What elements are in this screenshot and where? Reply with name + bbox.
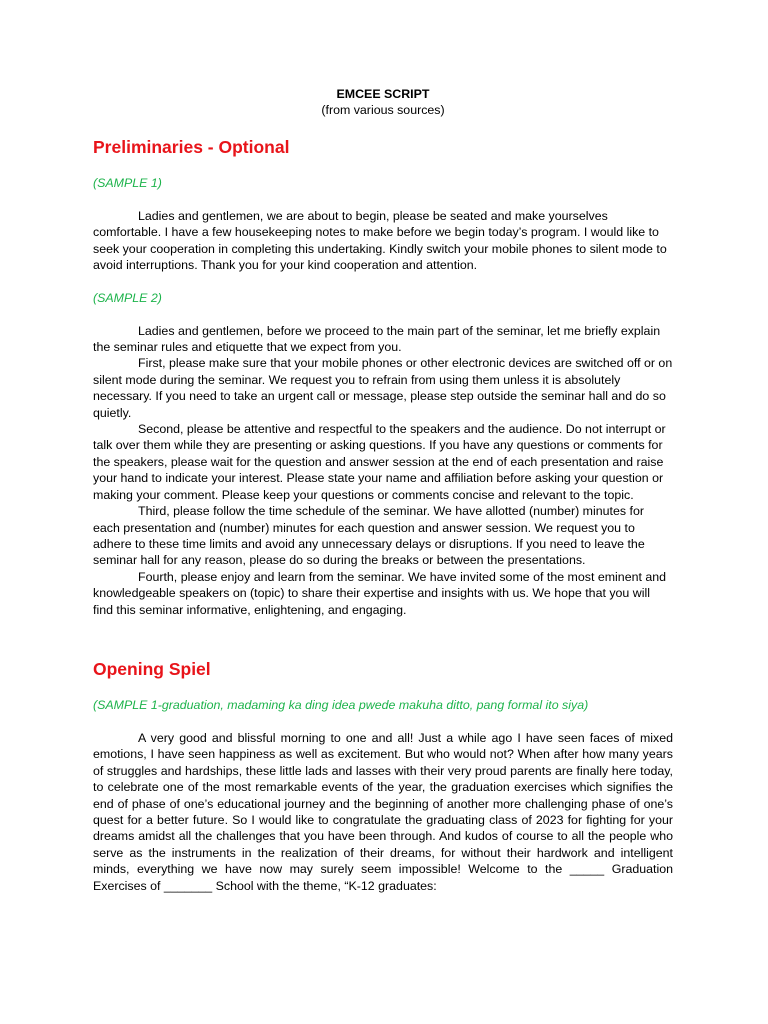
sample-label: (SAMPLE 2) (93, 290, 162, 305)
paragraph: First, please make sure that your mobile phones or other electronic devices are switched off or on silent mode during the seminar. We request you to refrain from using them unless it is absolutely necessary. If you need to take an urgent call or message, please step outside the seminar hall and do so quietly. (93, 356, 673, 420)
paragraph: Fourth, please enjoy and learn from the seminar. We have invited some of the most eminent and knowledgeable speakers on (topic) to share their expertise and insights with us. We hope that you will find this seminar informative, enlightening, and engaging. (93, 569, 667, 617)
paragraph: Ladies and gentlemen, before we proceed to the main part of the seminar, let me briefly explain the seminar rules and etiquette that we expect from you. (93, 323, 661, 355)
paragraph: Second, please be attentive and respectful to the speakers and the audience. Do not interrupt or talk over them while they are presenting or asking questions. If you have any questions or comments for the speakers, please wait for the question and answer session at the end of each presentation and raise your hand to indicate your interest. Please state your name and affiliation before asking your question or making your comment. Please keep your questions or comments concise and relevant to the topic. (93, 422, 666, 502)
paragraph: Third, please follow the time schedule of the seminar. We have allotted (number) minutes for each presentation and (number) minutes for each question and answer session. We request you to adhere to these time limits and avoid any unnecessary delays or disruptions. If you need to leave the seminar hall for any reason, please do so during the breaks or between the presentations. (93, 504, 645, 568)
section-heading-opening-spiel: Opening Spiel (93, 658, 211, 679)
sample-label: (SAMPLE 1) (93, 176, 162, 190)
sample-body (93, 730, 673, 894)
sample-body (93, 208, 673, 274)
document-page (93, 86, 673, 910)
section-spacer (93, 634, 673, 658)
document-subtitle: (from various sources) (321, 103, 445, 117)
sample-label: (SAMPLE 1-graduation, madaming ka ding idea pwede makuha ditto, pang formal ito siya) (93, 697, 589, 712)
sample-body (93, 323, 673, 618)
paragraph: Ladies and gentlemen, we are about to begin, please be seated and make yourselves comfortable. I have a few housekeeping notes to make before we begin today’s program. I would like to seek your cooperation in completing this undertaking. Kindly switch your mobile phones to silent mode to avoid interruptions. Thank you for your kind cooperation and attention. (93, 209, 667, 273)
document-title: EMCEE SCRIPT (336, 87, 430, 101)
section-heading-preliminaries: Preliminaries - Optional (93, 137, 290, 157)
paragraph: A very good and blissful morning to one and all! Just a while ago I have seen faces of mixed emotions, I have seen happiness as well as excitement. But who would not? When after how many years of struggles and hardships, these little lads and lasses with their very proud parents are finally here today, to celebrate one of the most remarkable events of the year, the graduation exercises which signifies the end of phase of one’s educational journey and the beginning of another more challenging phase of one’s quest for a better future. So I would like to congratulate the graduating class of 2023 for fighting for your dreams amidst all the challenges that you have been through. And kudos of course to all the people who serve as the instruments in the realization of their dreams, for without their hardwork and intelligent minds, everything we have now may surely seem impossible! Welcome to the _____ Graduation Exercises of _______ School with the theme, “K-12 graduates: (93, 730, 673, 893)
